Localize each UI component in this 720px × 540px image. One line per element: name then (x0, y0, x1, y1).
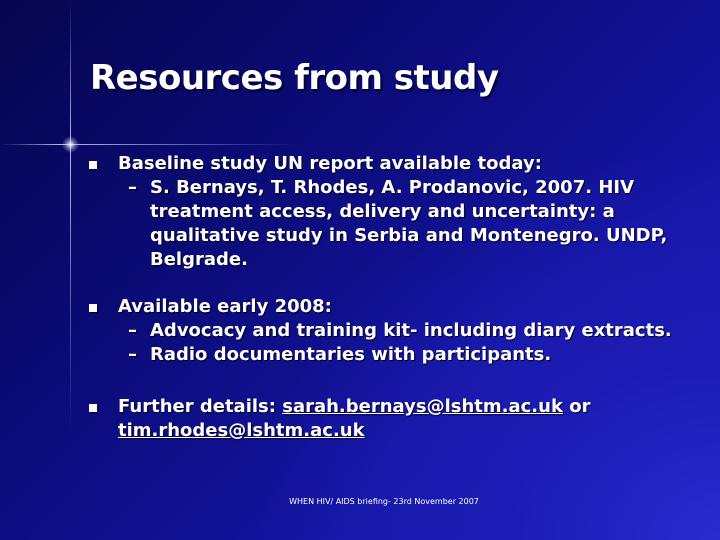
bullet-item-further-details (88, 395, 698, 443)
slide-title: Resources from study (90, 58, 499, 98)
bullet-text: Baseline study UN report available today: (118, 153, 542, 174)
sub-bullet-item (118, 343, 698, 367)
sparkle-icon (62, 136, 79, 153)
slide-footer: WHEN HIV/ AIDS briefing- 23rd November 2007 (289, 497, 479, 506)
square-bullet-icon (89, 404, 97, 412)
dash-marker: – (128, 344, 137, 365)
email-link-sarah[interactable]: sarah.bernays@lshtm.ac.uk (282, 396, 563, 417)
dash-marker: – (128, 177, 137, 198)
sub-bullet-text: Advocacy and training kit- including diary extracts. (150, 320, 672, 341)
square-bullet-icon (89, 304, 97, 312)
bullet-item-baseline (88, 152, 698, 272)
square-bullet-icon (89, 161, 97, 169)
sub-bullet-text: Radio documentaries with participants. (150, 344, 552, 365)
sub-bullet-item (118, 319, 698, 343)
bullet-text-middle: or (562, 396, 591, 417)
bullet-list (88, 152, 698, 466)
dash-marker: – (128, 320, 137, 341)
email-link-tim[interactable]: tim.rhodes@lshtm.ac.uk (118, 420, 365, 441)
bullet-text-prefix: Further details: (118, 396, 283, 417)
decorative-horizontal-line (0, 144, 300, 145)
sub-bullet-text: S. Bernays, T. Rhodes, A. Prodanovic, 2007. HIV treatment access, delivery and uncertainty: a qualitative study in Serbia and Montenegro. UNDP, Belgrade. (150, 177, 668, 270)
bullet-item-available (88, 295, 698, 367)
sub-bullet-item (118, 176, 698, 272)
bullet-text: Available early 2008: (118, 296, 332, 317)
decorative-vertical-line (70, 0, 71, 540)
